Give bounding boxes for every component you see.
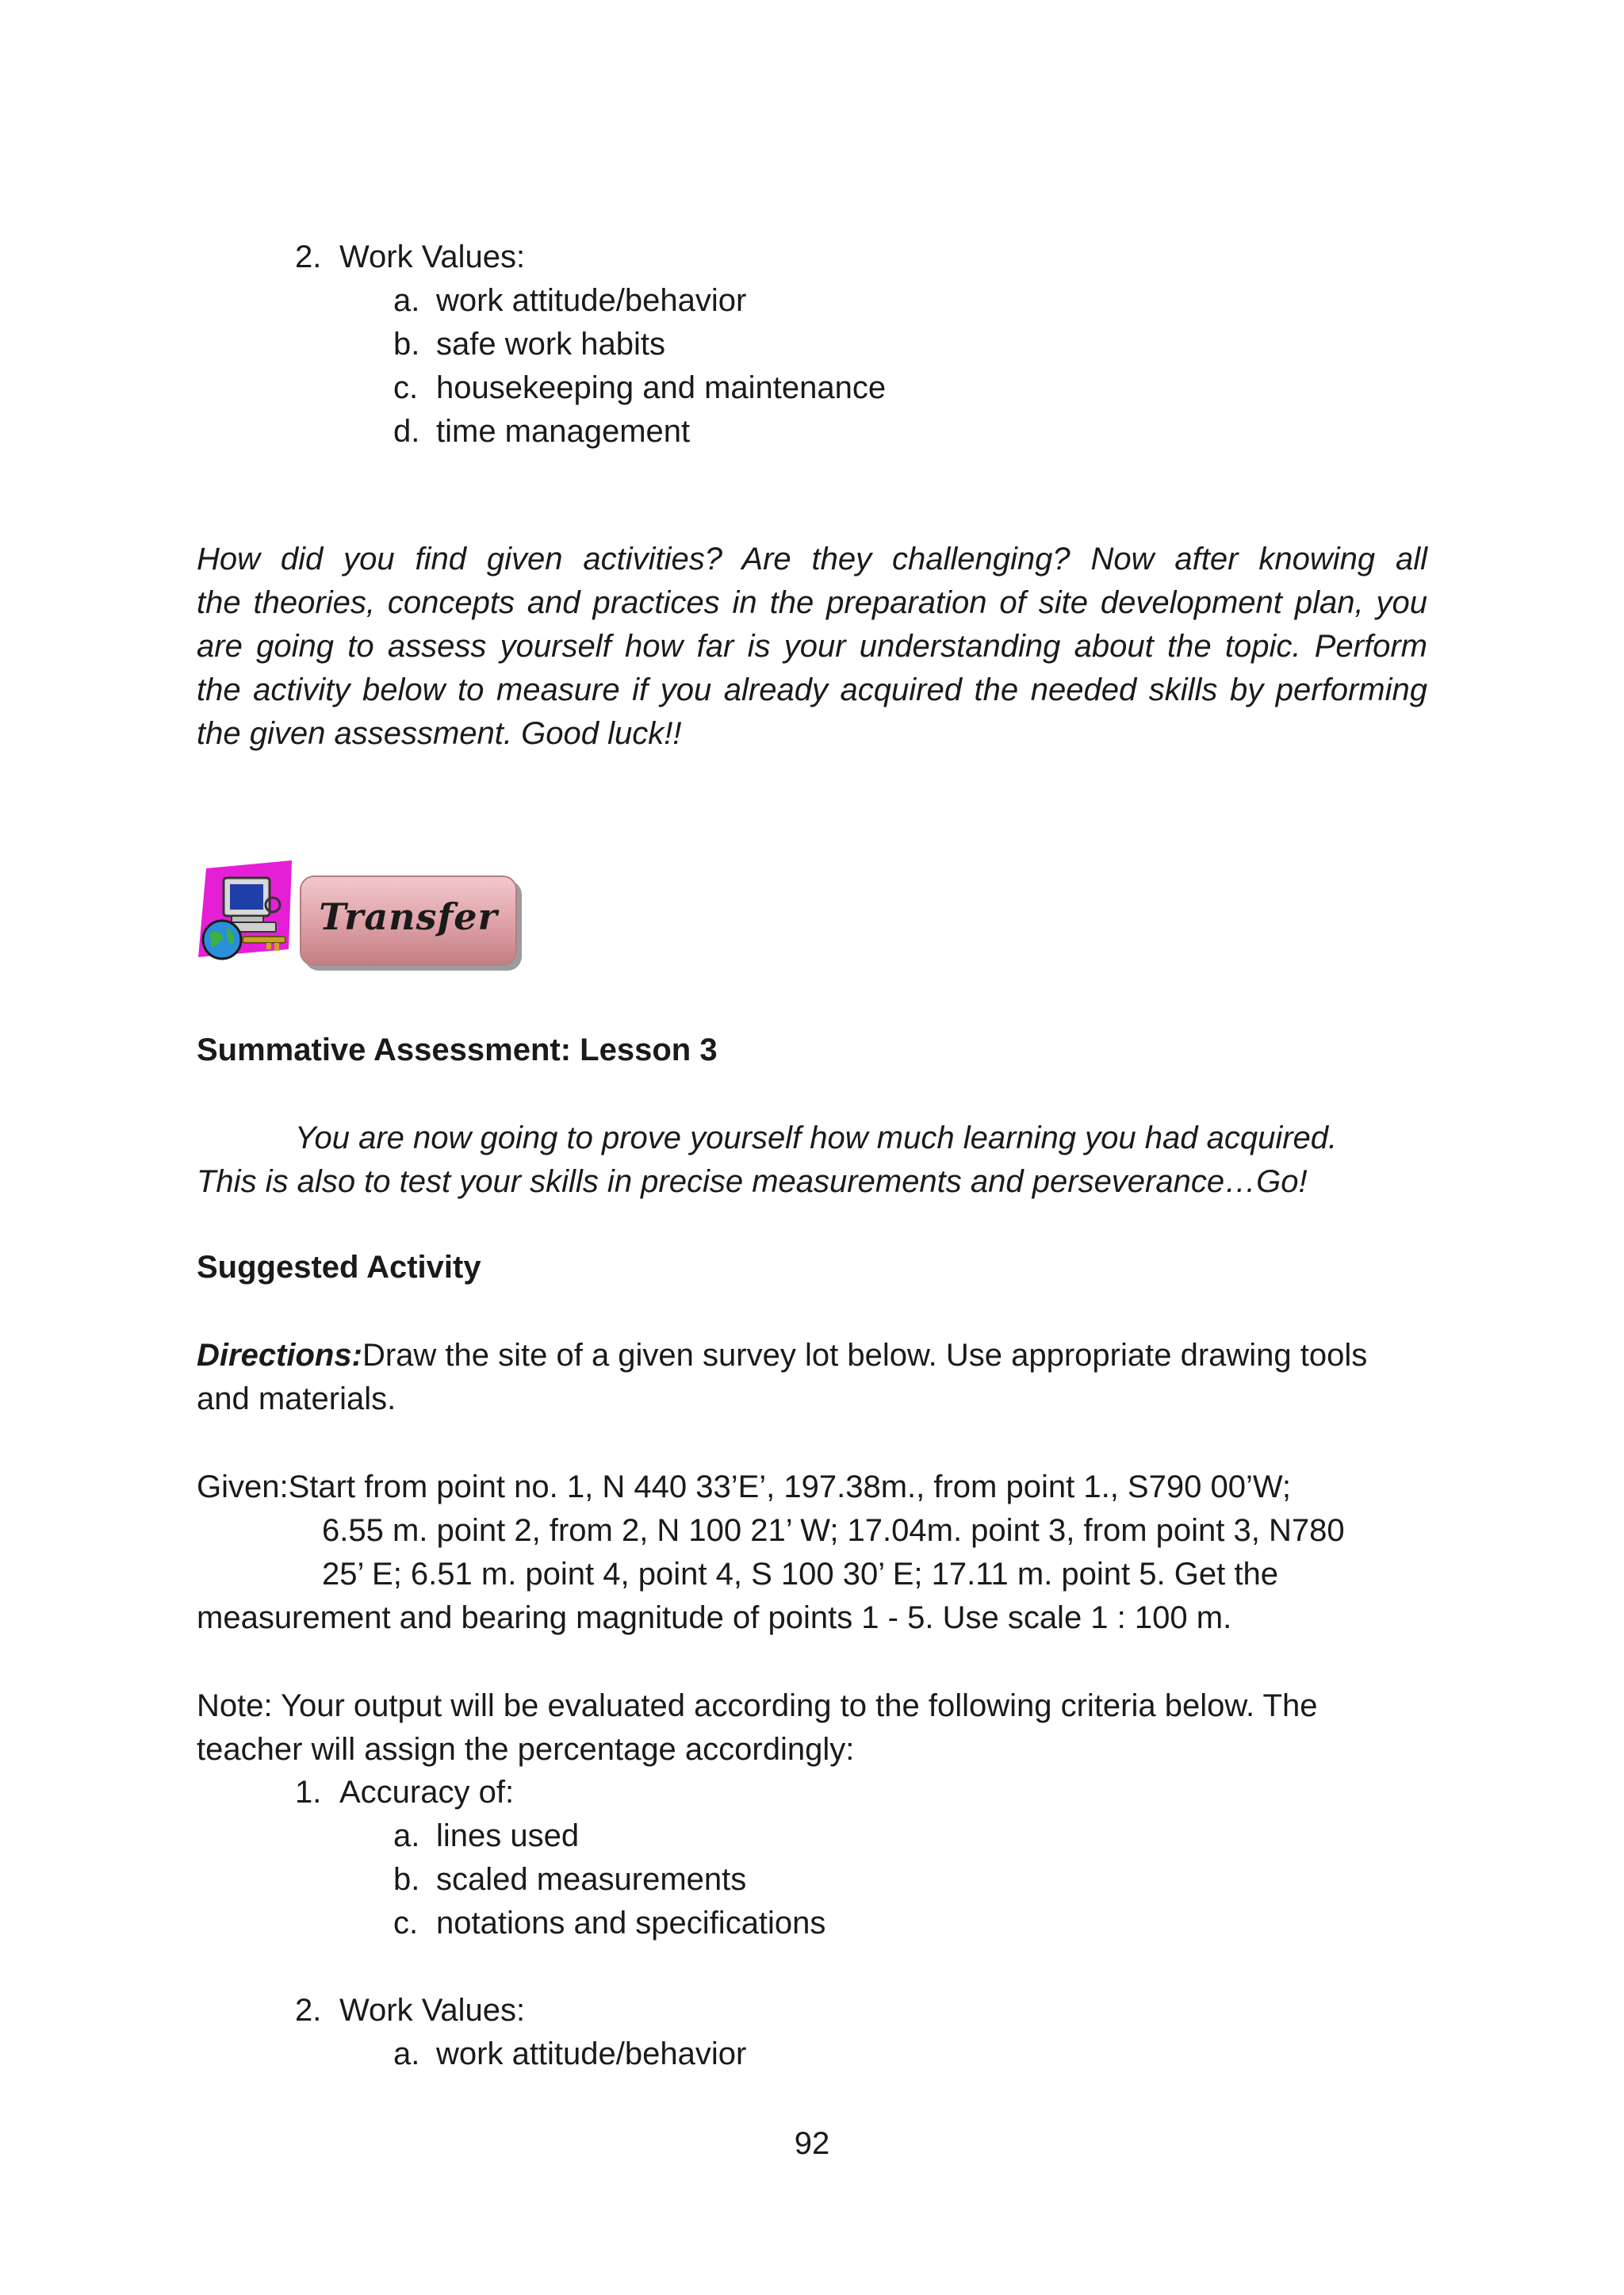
summative-heading: Summative Assessment: Lesson 3 [197,1033,718,1067]
page-number: 92 [794,2126,830,2161]
given-line: Given:Start from point no. 1, N 440 33’E’, 197.38m., from point 1., S790 00’W; [197,1469,1291,1504]
intro-line: the activity below to measure if you already acquired the needed skills by performing [197,672,1427,707]
work-values-heading [295,236,525,279]
directions-line [197,1334,1367,1377]
intro-line: are going to assess yourself how far is your understanding about the topic. Perform [197,629,1427,664]
summative-line: You are now going to prove yourself how much learning you had acquired. [295,1121,1338,1155]
given-line: measurement and bearing magnitude of points 1 - 5. Use scale 1 : 100 m. [197,1600,1232,1635]
list-item: d. time management [393,414,691,449]
directions-line: and materials. [197,1381,396,1416]
transfer-label: Transfer [319,895,498,938]
computer-globe-key-icon [195,860,297,965]
note-line: teacher will assign the percentage accordingly: [197,1732,855,1767]
intro-line: the theories, concepts and practices in the preparation of site development plan, you [197,585,1427,620]
directions-text: Draw the site of a given survey lot below. Use appropriate drawing tools [362,1338,1368,1373]
directions-label: Directions: [197,1338,362,1373]
note-line: Note: Your output will be evaluated according to the following criteria below. The [197,1688,1318,1723]
list-heading: Work Values: [339,239,526,274]
intro-line: How did you find given activities? Are they challenging? Now after knowing all [197,542,1427,577]
list-item: b. safe work habits [393,327,666,362]
given-line: 25’ E; 6.51 m. point 4, point 4, S 100 30’ E; 17.11 m. point 5. Get the [322,1557,1278,1592]
list-heading: Accuracy of: [339,1775,515,1810]
transfer-badge [300,875,517,966]
list-item: a. work attitude/behavior [393,283,747,318]
intro-paragraph [197,538,1427,756]
list-number: 2. [295,239,322,274]
list-item: b. scaled measurements [393,1862,747,1897]
list-item: a. lines used [393,1818,580,1853]
work-values-heading [295,1989,525,2033]
list-number: 2. [295,1993,322,2028]
accuracy-heading [295,1771,514,1814]
list-item: c. housekeeping and maintenance [393,370,887,405]
intro-line: the given assessment. Good luck!! [197,716,682,751]
list-item: c. notations and specifications [393,1906,826,1941]
summative-line: This is also to test your skills in precise measurements and perseverance…Go! [197,1164,1308,1199]
suggested-heading: Suggested Activity [197,1250,481,1285]
list-heading: Work Values: [339,1993,526,2028]
given-line: 6.55 m. point 2, from 2, N 100 21’ W; 17.04m. point 3, from point 3, N780 [322,1513,1345,1548]
list-item: a. work attitude/behavior [393,2036,747,2071]
list-number: 1. [295,1775,322,1810]
